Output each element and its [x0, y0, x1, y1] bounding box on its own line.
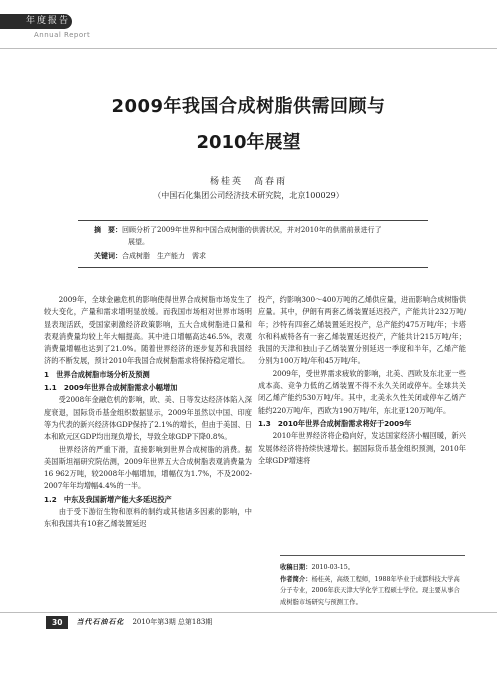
abstract-line1 — [94, 224, 382, 236]
paragraph: 2009年，全球金融危机的影响使得世界合成树脂市场发生了较大变化，产量和需求增明显放缓。而我国市场相对世界市场明显表现活跃，受国家刺激经济政策影响，五大合成树脂进口量和表观消费量均较上年大幅提高。其中进口增幅高达46.5%，表观消费量增幅也达到了21.0%。随着世界经济的逐步复苏和我国经济的不断发展，预计2010年我国合成树脂需求将保持稳定增长。 — [44, 295, 252, 366]
affiliation: （中国石化集团公司经济技术研究院，北京100029） — [153, 191, 344, 200]
paragraph: 2009年，受世界需求疲软的影响，北美、西欧及东北亚一些成本高、竞争力低的乙烯装置不得不永久关闭或停车。全球共关闭乙烯产能约530万吨/年。其中，北美永久性关闭或停车乙烯产能约220万吨/年，西欧为190万吨/年，东北亚120万吨/年。 — [258, 368, 466, 415]
subsection-heading: 1.2 中东及我国新增产能大多延迟投产 — [44, 494, 172, 504]
section-heading: 1 世界合成树脂市场分析及预测 — [44, 369, 150, 379]
subsection-heading: 1.3 2010年世界合成树脂需求将好于2009年 — [258, 418, 412, 428]
keywords-label: 关键词： — [94, 252, 122, 260]
keywords-line — [94, 250, 206, 262]
paragraph: 由于受下游衍生物和原料的制约或其他诸多因素的影响，中东和我国共有10套乙烯装置延迟 — [44, 507, 252, 529]
header-divider — [0, 48, 497, 49]
author-bio — [280, 574, 465, 609]
left-column — [44, 294, 252, 531]
paragraph: 受2008年金融危机的影响，欧、美、日等发达经济体陷入深度衰退，国际货币基金组织数据显示，2009年虽然以中国、印度等为代表的新兴经济体GDP保持了2.1%的增长，但由于美国、日本和欧元区GDP均出现负增长，导致全球GDP下降0.8%。 — [44, 395, 252, 442]
paragraph: 2010年世界经济将企稳向好，发达国家经济小幅回暖，新兴发展体经济将持续快速增长。据国际货币基金组织预测，2010年全球GDP增速将 — [258, 431, 466, 465]
right-column — [258, 294, 466, 467]
subsection-heading: 1.1 2009年世界合成树脂需求小幅增加 — [44, 383, 178, 393]
bio-label: 作者简介： — [280, 575, 312, 583]
bio-text: 杨桂英，高级工程师，1988年毕业于成都科技大学高分子专业，2006年获天津大学化学工程硕士学位。现主要从事合成树脂市场研究与预测工作。 — [280, 575, 460, 606]
page-footer — [46, 616, 466, 629]
received-label: 收稿日期： — [280, 564, 312, 571]
abstract-line2 — [128, 236, 149, 248]
footer-divider — [0, 612, 497, 613]
section-tab: 年度报告 — [0, 14, 72, 29]
section-subtitle: Annual Report — [34, 31, 91, 39]
keywords: 合成树脂 生产能力 需求 — [122, 252, 206, 260]
abstract-text2: 展望。 — [128, 238, 149, 246]
issue-info: 2010年第3期 总第183期 — [132, 618, 213, 626]
article-title-line2: 2010年展望 — [196, 132, 301, 153]
abstract-box — [78, 220, 428, 268]
paragraph: 投产，约影响300～400万吨的乙烯供应量，进而影响合成树脂供应量。其中，伊朗有两套乙烯装置延迟投产，产能共计232万吨/年；沙特有四套乙烯装置延迟投产，总产能约475万吨/年；卡塔尔和科威特各有一套乙烯装置延迟投产，产能共计215万吨/年；我国的天津和独山子乙烯装置分别延迟一季度和半年，乙烯产能分别为100万吨/年和45万吨/年。 — [258, 295, 466, 366]
authors: 杨桂英 高春雨 — [209, 177, 287, 187]
article-title-line1: 2009年我国合成树脂供需回顾与 — [111, 96, 386, 117]
received-date — [280, 562, 465, 574]
abstract-text1: 回顾分析了2009年世界和中国合成树脂的供需状况，并对2010年的供需前景进行了 — [122, 226, 382, 234]
received-value: 2010-03-15。 — [311, 564, 355, 571]
article-notes — [280, 555, 465, 608]
paragraph: 世界经济的严重下滑，直接影响到世界合成树脂的消费。据美国斯坦福研究院估测，2009年世界五大合成树脂表观消费量为16 962万吨，较2008年小幅增加，增幅仅为1.7%，不及2002-2007年年均增幅4.4%的一半。 — [44, 444, 252, 491]
abstract-label: 摘 要： — [94, 226, 122, 234]
page-number: 30 — [46, 616, 68, 629]
magazine-name: 当代石油石化 — [76, 618, 125, 626]
